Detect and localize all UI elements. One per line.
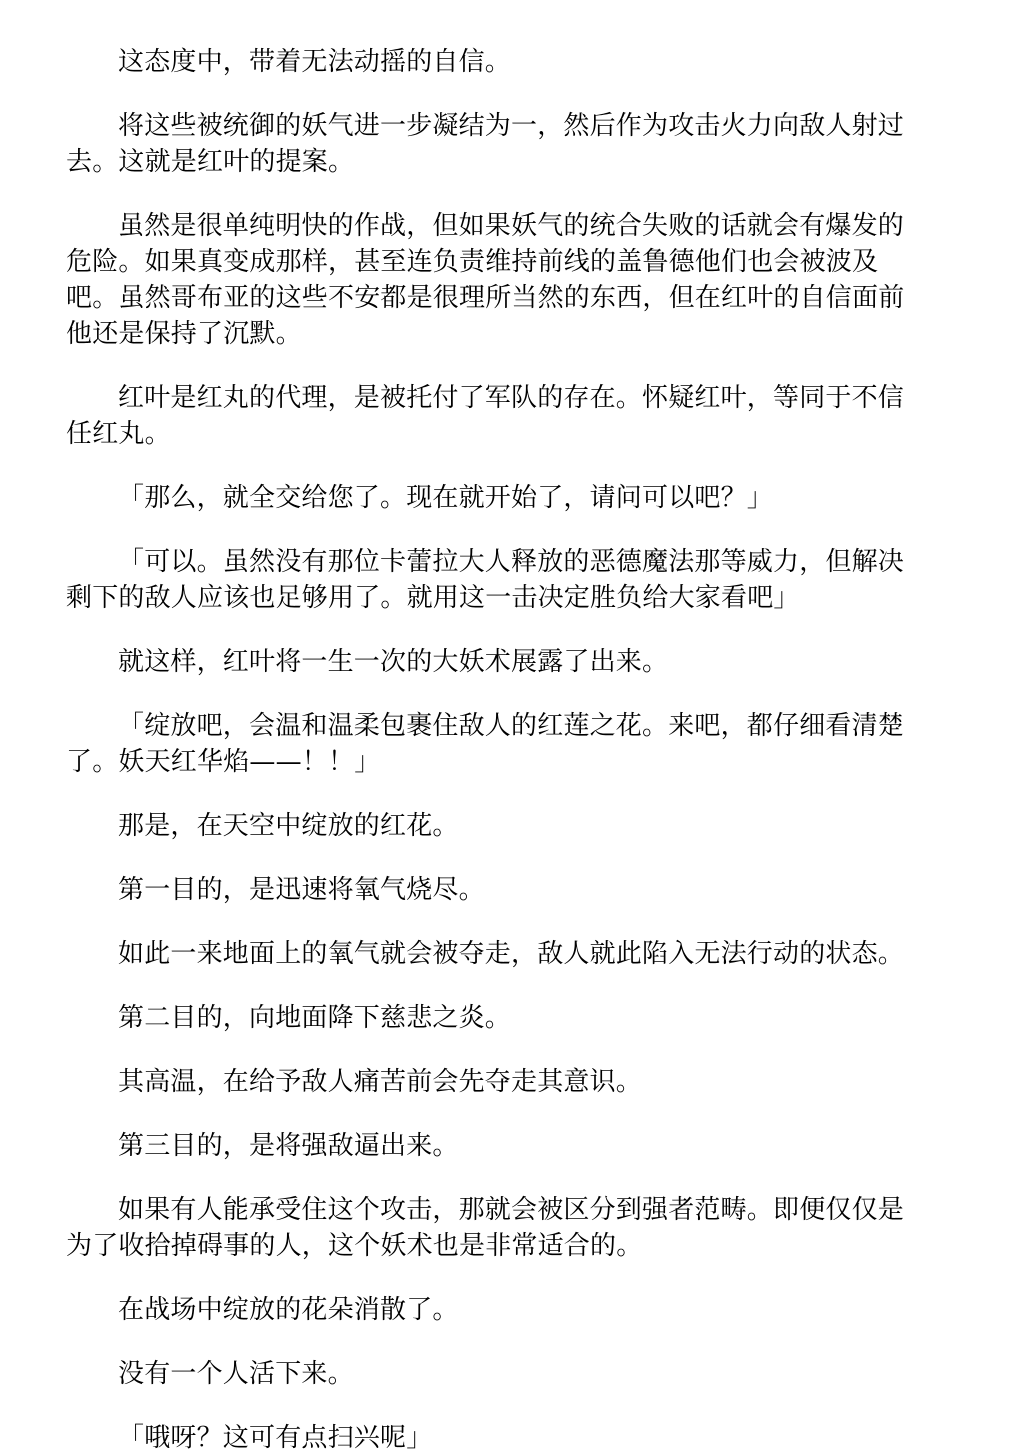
paragraph: 将这些被统御的妖气进一步凝结为一，然后作为攻击火力向敌人射过去。这就是红叶的提案。 — [66, 111, 905, 177]
paragraph: 这态度中，带着无法动摇的自信。 — [118, 47, 512, 77]
paragraph: 第一目的，是迅速将氧气烧尽。 — [118, 875, 485, 905]
paragraph: 如此一来地面上的氧气就会被夺走，敌人就此陷入无法行动的状态。 — [118, 939, 905, 969]
text-body — [66, 44, 930, 1456]
paragraph: 那是，在天空中绽放的红花。 — [118, 811, 459, 841]
paragraph: 红叶是红丸的代理，是被托付了军队的存在。怀疑红叶，等同于不信任红丸。 — [66, 383, 905, 449]
paragraph: 其高温，在给予敌人痛苦前会先夺走其意识。 — [118, 1067, 643, 1097]
paragraph: 第二目的，向地面降下慈悲之炎。 — [118, 1003, 512, 1033]
dialogue-paragraph: 「绽放吧，会温和温柔包裹住敌人的红莲之花。来吧，都仔细看清楚了。妖天红华焰——！！」 — [66, 711, 905, 777]
paragraph: 如果有人能承受住这个攻击，那就会被区分到强者范畴。即便仅仅是为了收拾掉碍事的人，这个妖术也是非常适合的。 — [66, 1195, 905, 1261]
dialogue-paragraph: 「可以。虽然没有那位卡蕾拉大人释放的恶德魔法那等威力，但解决剩下的敌人应该也足够用了。就用这一击决定胜负给大家看吧」 — [66, 547, 905, 613]
dialogue-paragraph: 「那么，就全交给您了。现在就开始了，请问可以吧？」 — [118, 483, 774, 513]
paragraph: 在战场中绽放的花朵消散了。 — [118, 1295, 459, 1325]
dialogue-paragraph: 「哦呀？这可有点扫兴呢」 — [118, 1423, 433, 1453]
paragraph: 就这样，红叶将一生一次的大妖术展露了出来。 — [118, 647, 669, 677]
paragraph: 第三目的，是将强敌逼出来。 — [118, 1131, 459, 1161]
paragraph: 没有一个人活下来。 — [118, 1359, 354, 1389]
paragraph: 虽然是很单纯明快的作战，但如果妖气的统合失败的话就会有爆发的危险。如果真变成那样，甚至连负责维持前线的盖鲁德他们也会被波及吧。虽然哥布亚的这些不安都是很理所当然的东西，但在红叶的自信面前他还是保持了沉默。 — [66, 211, 905, 349]
